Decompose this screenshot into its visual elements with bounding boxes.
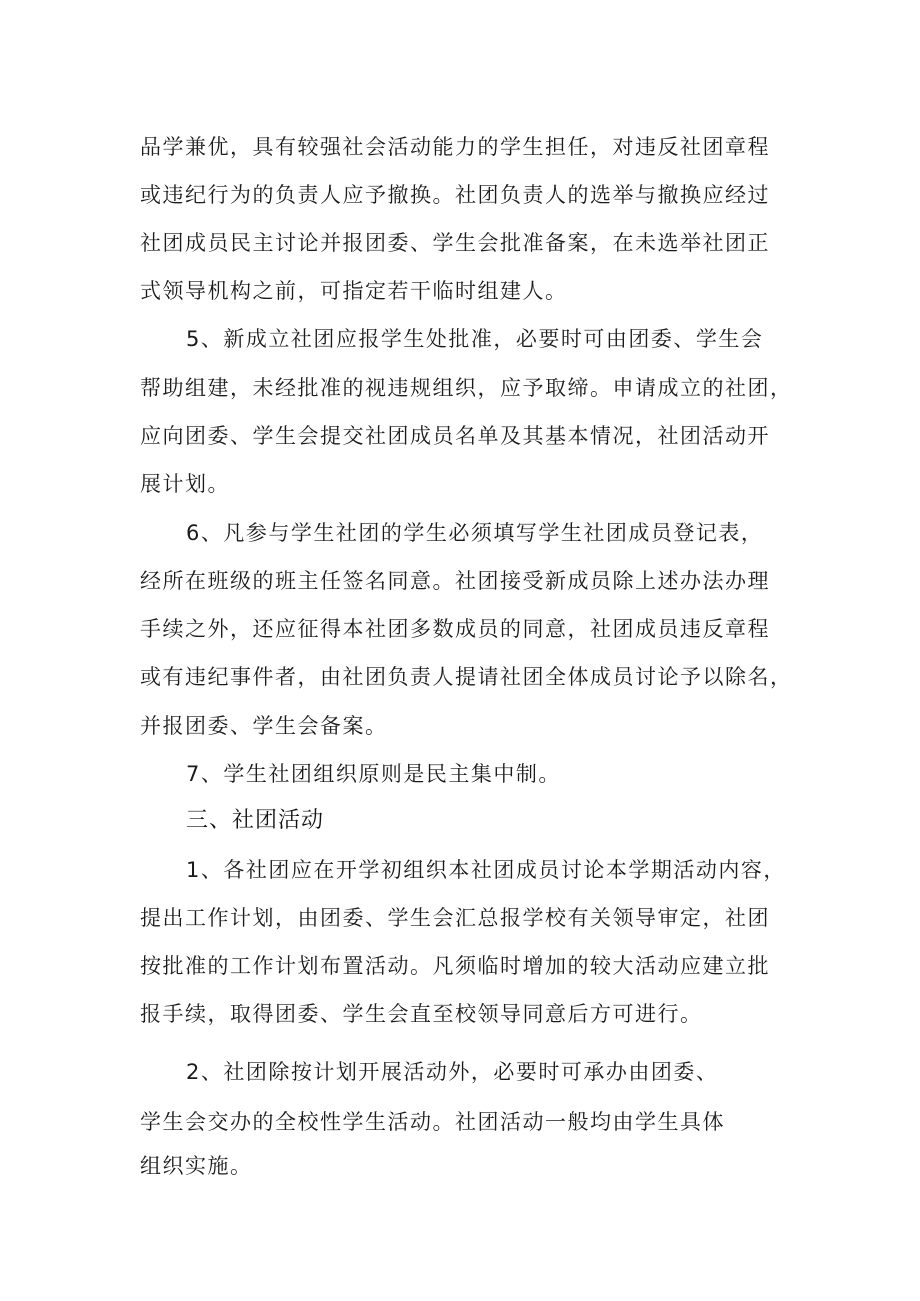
- item-1-first-line: 1、各社团应在开学初组织本社团成员讨论本学期活动内容，: [186, 858, 786, 882]
- paragraph-line: 展计划。: [140, 472, 230, 496]
- paragraph-line: 应向团委、学生会提交社团成员名单及其基本情况，社团活动开: [140, 424, 770, 448]
- paragraph-line: 提出工作计划，由团委、学生会汇总报学校有关领导审定，社团: [140, 906, 770, 930]
- paragraph-line: 按批准的工作计划布置活动。凡须临时增加的较大活动应建立批: [140, 954, 770, 978]
- paragraph-line: 社团成员民主讨论并报团委、学生会批准备案，在未选举社团正: [140, 231, 770, 255]
- paragraph-line: 学生会交办的全校性学生活动。社团活动一般均由学生具体: [140, 1110, 725, 1134]
- item-2-first-line: 2、社团除按计划开展活动外，必要时可承办由团委、: [186, 1060, 719, 1084]
- item-5-first-line: 5、新成立社团应报学生处批准，必要时可由团委、学生会: [186, 327, 764, 351]
- paragraph-line: 品学兼优，具有较强社会活动能力的学生担任，对违反社团章程: [140, 135, 770, 159]
- paragraph-line: 帮助组建，未经批准的视违规组织，应予取缔。申请成立的社团，: [140, 376, 793, 400]
- paragraph-line: 或违纪行为的负责人应予撤换。社团负责人的选举与撤换应经过: [140, 183, 770, 207]
- paragraph-line: 手续之外，还应征得本社团多数成员的同意，社团成员违反章程: [140, 617, 770, 641]
- paragraph-line: 或有违纪事件者，由社团负责人提请社团全体成员讨论予以除名，: [140, 665, 793, 689]
- paragraph-line: 经所在班级的班主任签名同意。社团接受新成员除上述办法办理: [140, 569, 770, 593]
- section-heading: 三、社团活动: [186, 808, 325, 833]
- paragraph-line: 式领导机构之前，可指定若干临时组建人。: [140, 279, 568, 303]
- paragraph-line: 并报团委、学生会备案。: [140, 714, 388, 738]
- paragraph-line: 组织实施。: [140, 1154, 253, 1178]
- item-7-line: 7、学生社团组织原则是民主集中制。: [186, 762, 561, 786]
- item-6-first-line: 6、凡参与学生社团的学生必须填写学生社团成员登记表，: [186, 521, 764, 545]
- paragraph-line: 报手续，取得团委、学生会直至校领导同意后方可进行。: [140, 1002, 703, 1026]
